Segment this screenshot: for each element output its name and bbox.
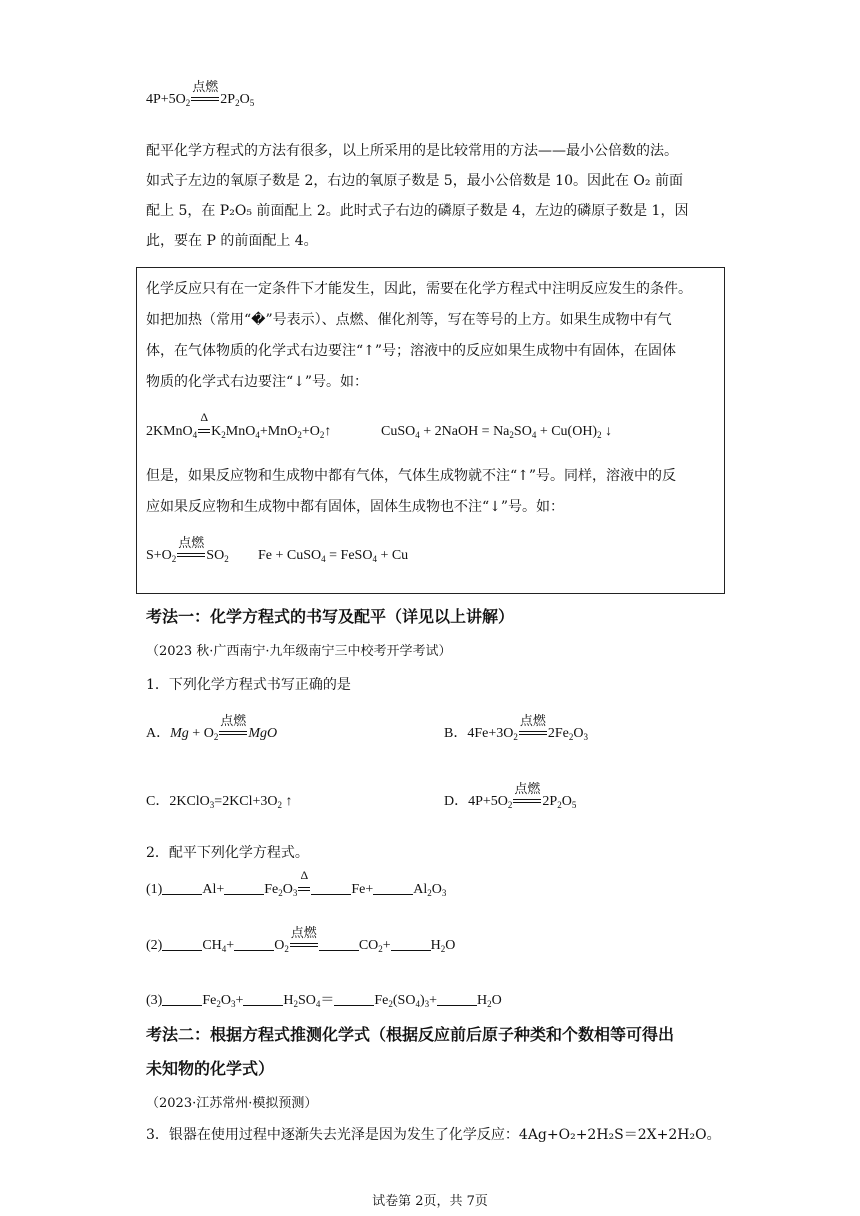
answer-blank[interactable] (162, 936, 202, 951)
question-3: 3．银器在使用过程中逐渐失去光泽是因为发生了化学反应：4Ag+O₂+2H₂S＝2X+2H₂O。 (146, 1127, 721, 1143)
explanation-paragraph: 配平化学方程式的方法有很多，以上所采用的是比较常用的方法——最小公倍数的法。 如式子左边的氧原子数是 2，右边的氧原子数是 5，最小公倍数是 10。因此在 O₂ 前面 配上 5，在 P₂O₅ 前面配上 2。此时式子右边的磷原子数是 4，左边的磷原子数是 1，因 此，要在 P 的前面配上 4。 (146, 143, 689, 249)
equation-fe-cuso4: Fe + CuSO$_4$ = FeSO$_4$ + Cu (258, 548, 409, 564)
answer-blank[interactable] (243, 991, 283, 1006)
answer-blank[interactable] (234, 936, 274, 951)
question-2: 2．配平下列化学方程式。 (146, 845, 309, 861)
note-box-text-1: 化学反应只有在一定条件下才能发生，因此，需要在化学方程式中注明反应发生的条件。 如把加热（常用“�”号表示）、点燃、催化剂等，写在等号的上方。如果生成物中有气 体，在气体物质的化学式右边要注“↑”号；溶液中的反应如果生成物中有固体，在固体 物质的化学式右边要注“↓”号。如： (146, 281, 692, 390)
equation-s-o2: $S+O_2$ 点燃 $SO_2$ (146, 535, 229, 564)
condition-label: 点燃 (192, 79, 219, 94)
note-box-text-2: 但是，如果反应物和生成物中都有气体，气体生成物就不注“↑”号。同样，溶液中的反 应如果反应物和生成物中都有固体，固体生成物也不注“↓”号。如： (146, 468, 677, 515)
option-b: B．$4Fe+3O_2$ 点燃 $2Fe_2O_3$ (444, 713, 588, 742)
answer-blank[interactable] (162, 991, 202, 1006)
answer-blank[interactable] (334, 991, 374, 1006)
question-1: 1．下列化学方程式书写正确的是 (146, 677, 351, 693)
section-title-1: 考法一：化学方程式的书写及配平（详见以上讲解） (146, 607, 515, 626)
equation-top: $4P+5O_2$ 点燃 $2P_2O_5$ (146, 92, 254, 108)
question-2-part-3: (3) $Fe_2O_3+ H_2SO_4= Fe_2(SO_4)_3+ H_2O$ (146, 993, 502, 1009)
answer-blank[interactable] (224, 880, 264, 895)
question-source-2: （2023·江苏常州·模拟预测） (146, 1096, 318, 1111)
section-title-2: 考法二：根据方程式推测化学式（根据反应前后原子种类和个数相等可得出 (146, 1025, 675, 1044)
answer-blank[interactable] (311, 880, 351, 895)
equation-cuso4: CuSO$_4$ + 2NaOH = $Na_2SO_4 + Cu(OH)_2$ ↓ (381, 424, 613, 440)
question-2-part-1: (1) $Al+ Fe_2O_3$ Δ $Fe+ Al_2O_3$ (146, 868, 447, 898)
question-2-part-2: (2) $CH_4+ O_2$ 点燃 $CO_2+ H_2O$ (146, 925, 456, 954)
answer-blank[interactable] (391, 936, 431, 951)
option-a: A．$Mg + O_2$ 点燃 MgO (146, 713, 278, 742)
answer-blank[interactable] (437, 991, 477, 1006)
option-d: D．$4P+5O_2$ 点燃 $2P_2O_5$ (444, 781, 577, 810)
equation-kmno4: 2KMnO$_4$ Δ $K_2MnO_4+MnO_2+O_2↑$ (146, 410, 332, 440)
answer-blank[interactable] (373, 880, 413, 895)
question-source-1: （2023 秋·广西南宁·九年级南宁三中校考开学考试） (146, 644, 452, 659)
answer-blank[interactable] (162, 880, 202, 895)
section-title-2-cont: 未知物的化学式） (146, 1059, 275, 1078)
option-c: C．$2KClO_3=2KCl+3O_2$ ↑ (146, 794, 293, 810)
answer-blank[interactable] (319, 936, 359, 951)
page-footer: 试卷第 2页，共 7页 (372, 1194, 488, 1209)
